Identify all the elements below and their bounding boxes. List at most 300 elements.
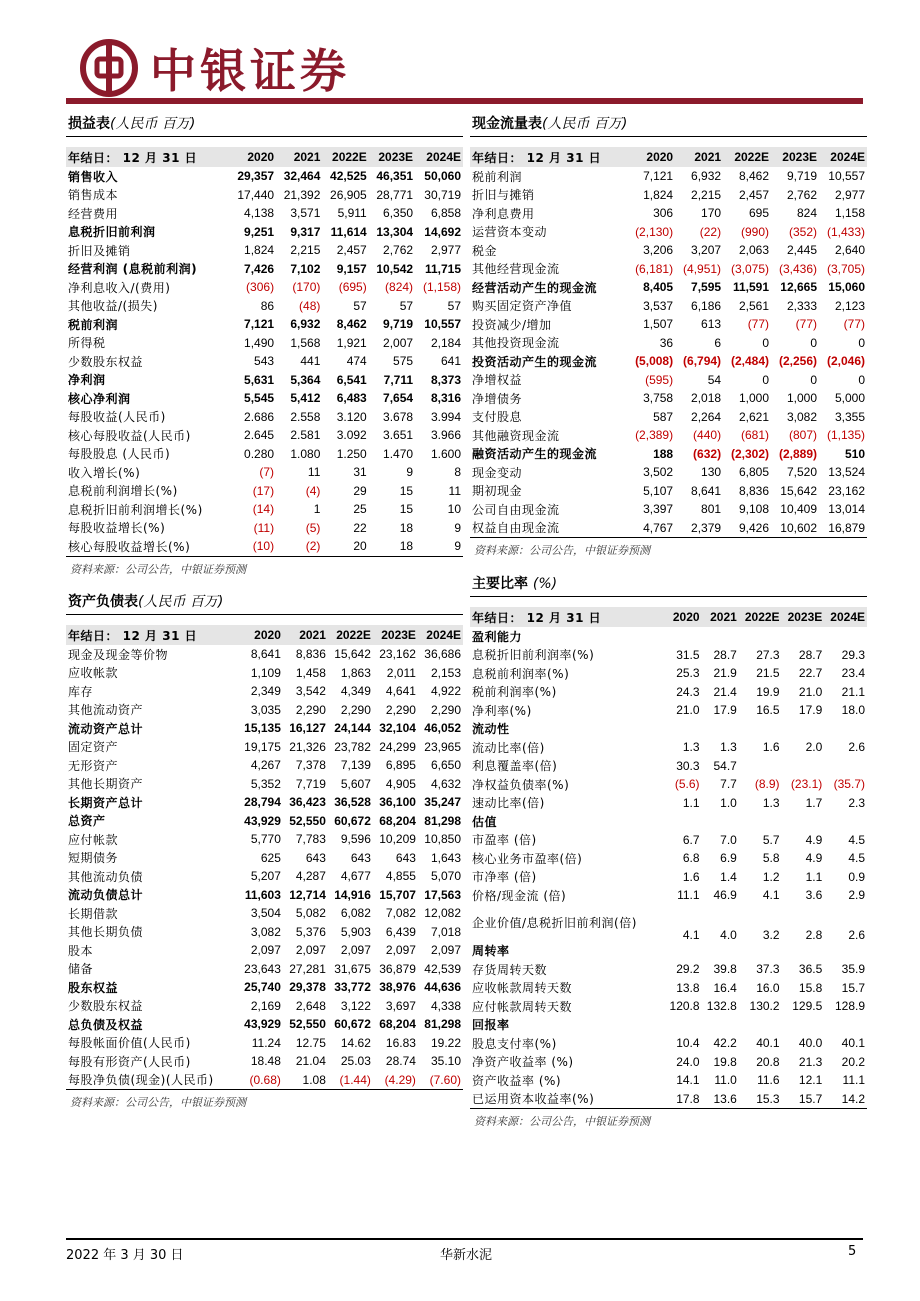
cell-value: 23,162 bbox=[379, 647, 416, 662]
table-row bbox=[470, 408, 867, 427]
cell-value: 15,707 bbox=[379, 887, 416, 902]
row-label: 息税折旧前利润增长(%) bbox=[68, 502, 203, 517]
cell-value: 21.5 bbox=[756, 666, 780, 681]
cell-value: 7,654 bbox=[383, 391, 414, 406]
cell-value: (3,705) bbox=[826, 261, 865, 276]
cell-value: 57 bbox=[447, 298, 461, 313]
cell-value bbox=[824, 757, 867, 776]
cell-value: 17.9 bbox=[798, 703, 823, 718]
row-label: 核心业务市盈率(倍) bbox=[472, 851, 583, 866]
cell-value: 11.1 bbox=[677, 888, 700, 903]
cell-value: 5,070 bbox=[430, 869, 461, 884]
cell-value: (77) bbox=[795, 317, 817, 332]
cell-value: 10,409 bbox=[780, 502, 817, 517]
ratios-table bbox=[470, 607, 867, 1109]
cell-value: 30.3 bbox=[676, 758, 700, 773]
cell-value: 1.470 bbox=[383, 446, 414, 461]
cell-value: 10,542 bbox=[376, 261, 414, 276]
cell-value: 13.8 bbox=[676, 980, 700, 995]
cell-value: 1.3 bbox=[682, 740, 700, 755]
row-label: 所得税 bbox=[68, 336, 106, 351]
cell-value: 3,082 bbox=[786, 409, 817, 424]
table-row bbox=[470, 204, 867, 223]
cell-value: 26,905 bbox=[330, 187, 367, 202]
table-row bbox=[470, 167, 867, 186]
cell-value: 0 bbox=[810, 335, 817, 350]
cell-value bbox=[739, 942, 782, 961]
cell-value: 38,976 bbox=[379, 980, 416, 995]
table-row bbox=[66, 997, 463, 1016]
footer-date: 2022 年 3 月 30 日 bbox=[66, 1248, 184, 1263]
cell-value: 18 bbox=[369, 537, 415, 556]
cell-value: 1,824 bbox=[643, 187, 674, 202]
cell-value: 8,373 bbox=[430, 372, 461, 387]
cell-value: 3,207 bbox=[691, 243, 722, 258]
cell-value: 7,121 bbox=[643, 169, 674, 184]
table-row bbox=[470, 979, 867, 998]
row-label: 回报率 bbox=[472, 1018, 510, 1033]
cell-value bbox=[782, 720, 825, 739]
table-row bbox=[470, 775, 867, 794]
cell-value: 3,397 bbox=[643, 502, 674, 517]
table-row bbox=[470, 942, 867, 961]
row-label: 投资减少/增加 bbox=[472, 317, 552, 332]
header-year: 2021 bbox=[293, 150, 321, 164]
cell-value: (1,158) bbox=[422, 280, 461, 295]
cell-value: 3,542 bbox=[295, 684, 326, 699]
cell-value: 2.6 bbox=[848, 740, 865, 755]
cell-value: 4.9 bbox=[805, 832, 823, 847]
cell-value: 36,528 bbox=[334, 795, 371, 810]
row-label: 库存 bbox=[68, 684, 94, 699]
table-row bbox=[66, 682, 463, 701]
cell-value: 4,349 bbox=[340, 684, 371, 699]
row-label: 资产收益率 (%) bbox=[472, 1073, 562, 1088]
table-row bbox=[470, 223, 867, 242]
cell-value: 29.3 bbox=[841, 647, 865, 662]
cell-value: 28.7 bbox=[713, 647, 737, 662]
table-row bbox=[66, 923, 463, 942]
cell-value: 8,836 bbox=[739, 483, 770, 498]
cell-value: 2,184 bbox=[430, 335, 461, 350]
cell-value: 4.1 bbox=[762, 888, 780, 903]
cell-value: 11 bbox=[448, 483, 461, 498]
row-label: 流动负债总计 bbox=[68, 888, 144, 903]
cell-value: 25,740 bbox=[244, 980, 281, 995]
cell-value bbox=[702, 942, 739, 961]
header-year: 2023E bbox=[782, 150, 817, 164]
row-label: 价格/现金流 (倍) bbox=[472, 888, 567, 903]
table-row bbox=[66, 371, 463, 390]
table-row bbox=[66, 960, 463, 979]
cell-value: 24,144 bbox=[334, 721, 371, 736]
row-label: 投资活动产生的现金流 bbox=[472, 354, 598, 369]
cell-value: 0 bbox=[858, 372, 865, 387]
cell-value: 132.8 bbox=[706, 999, 737, 1014]
footer-company: 华新水泥 bbox=[440, 1248, 493, 1263]
cell-value: 1.2 bbox=[762, 869, 780, 884]
cell-value: 5,911 bbox=[337, 206, 367, 221]
cell-value bbox=[702, 812, 739, 831]
table-row bbox=[66, 941, 463, 960]
cell-value: 19.22 bbox=[430, 1035, 461, 1050]
cell-value: 13,524 bbox=[828, 465, 865, 480]
table-row bbox=[66, 334, 463, 353]
cell-value: 35,247 bbox=[424, 795, 461, 810]
cell-value: 1.3 bbox=[720, 740, 737, 755]
cell-value: 1.250 bbox=[336, 446, 367, 461]
row-label: 市盈率 (倍) bbox=[472, 833, 537, 848]
cell-value: 5,376 bbox=[295, 924, 326, 939]
cell-value: 128.9 bbox=[834, 999, 865, 1014]
row-label: 现金变动 bbox=[472, 465, 523, 480]
cell-value: 6,350 bbox=[383, 206, 414, 221]
cell-value: 1.4 bbox=[720, 869, 737, 884]
cell-value: 4,677 bbox=[340, 869, 371, 884]
header-year: 2023E bbox=[378, 150, 414, 164]
cell-value: 29 bbox=[353, 483, 367, 498]
cell-value: 1.600 bbox=[430, 446, 461, 461]
row-label: 权益自由现金流 bbox=[470, 519, 627, 538]
cell-value: 3.994 bbox=[430, 409, 461, 424]
row-label: 少数股东权益 bbox=[68, 354, 144, 369]
cell-value: 21.9 bbox=[713, 666, 737, 681]
cell-value: 9,108 bbox=[739, 502, 770, 517]
table-row bbox=[470, 315, 867, 334]
cell-value: (440) bbox=[693, 428, 722, 443]
cell-value: 5,000 bbox=[834, 391, 865, 406]
cell-value: 6 bbox=[714, 335, 722, 350]
table-row bbox=[66, 645, 463, 664]
cell-value: 33,772 bbox=[334, 980, 371, 995]
cell-value: 2.9 bbox=[848, 888, 865, 903]
cell-value: 11.24 bbox=[251, 1035, 281, 1050]
table-row bbox=[66, 812, 463, 831]
cell-value: 643 bbox=[305, 850, 326, 865]
row-label: 每股有形资产(人民币) bbox=[68, 1054, 191, 1069]
table-header-row bbox=[66, 625, 463, 645]
cell-value: 3,035 bbox=[250, 702, 281, 717]
cell-value: 7,711 bbox=[383, 372, 414, 387]
cell-value: 20 bbox=[322, 537, 368, 556]
cell-value: 3,206 bbox=[643, 243, 674, 258]
table-row bbox=[470, 997, 867, 1016]
cell-value: 18 bbox=[399, 520, 414, 535]
cell-value: 43,929 bbox=[244, 1017, 281, 1032]
cell-value: 9,596 bbox=[340, 832, 371, 847]
cell-value: 5,631 bbox=[244, 372, 275, 387]
cell-value: 18.0 bbox=[841, 703, 865, 718]
cell-value bbox=[782, 627, 825, 646]
cell-value: 2.645 bbox=[244, 428, 275, 443]
header-year: 2023E bbox=[381, 628, 416, 642]
cell-value bbox=[664, 942, 701, 961]
cell-value: 8,462 bbox=[739, 169, 770, 184]
cell-value: 19,175 bbox=[244, 739, 281, 754]
cell-value: 2.6 bbox=[848, 927, 865, 942]
cell-value: 5,082 bbox=[295, 906, 326, 921]
cell-value: 43,929 bbox=[244, 813, 281, 828]
cell-value: (2,130) bbox=[635, 224, 674, 239]
income-statement-panel bbox=[66, 114, 463, 577]
row-label: 税前利润 bbox=[472, 169, 523, 184]
cell-value: 21,326 bbox=[289, 739, 326, 754]
cell-value: 12,665 bbox=[780, 280, 817, 295]
table-row bbox=[470, 738, 867, 757]
table-row bbox=[66, 445, 463, 464]
cell-value: 5,545 bbox=[244, 391, 275, 406]
table-row bbox=[66, 1015, 463, 1034]
cell-value: 7,783 bbox=[295, 832, 326, 847]
cell-value: (6,181) bbox=[635, 261, 674, 276]
cell-value: 28,794 bbox=[244, 795, 281, 810]
cell-value: 510 bbox=[844, 446, 865, 461]
cell-value: (306) bbox=[246, 280, 275, 295]
cell-value: 3,355 bbox=[834, 409, 865, 424]
cell-value: 1.6 bbox=[762, 740, 780, 755]
table-row bbox=[470, 445, 867, 464]
cell-value: 40.1 bbox=[756, 1036, 780, 1051]
cell-value: (11) bbox=[253, 520, 275, 535]
row-label: 市净率 (倍) bbox=[472, 870, 537, 885]
cell-value: 4,338 bbox=[430, 998, 461, 1013]
cell-value: 4.1 bbox=[682, 927, 700, 942]
cell-value bbox=[702, 627, 739, 646]
cell-value: 1,000 bbox=[786, 391, 817, 406]
row-label: 其他流动资产 bbox=[68, 703, 144, 718]
row-label: 现金及现金等价物 bbox=[68, 647, 169, 662]
cell-value: 42,525 bbox=[330, 169, 367, 184]
cell-value: 4,855 bbox=[385, 869, 416, 884]
row-label: 核心净利润 bbox=[68, 391, 131, 406]
table-header-row bbox=[470, 607, 867, 627]
cell-value: 4,767 bbox=[627, 519, 675, 538]
table-row bbox=[470, 463, 867, 482]
cell-value: (23.1) bbox=[790, 777, 823, 792]
cell-value: (1.44) bbox=[328, 1071, 373, 1090]
cell-value: (695) bbox=[338, 280, 367, 295]
header-year: 2022E bbox=[744, 610, 780, 624]
cell-value: 3.092 bbox=[336, 428, 367, 443]
row-label: 息税折旧前利润率(%) bbox=[472, 648, 595, 663]
row-label: 销售收入 bbox=[68, 169, 119, 184]
cell-value: 7,082 bbox=[385, 906, 416, 921]
row-label: 期初现金 bbox=[472, 484, 523, 499]
cell-value bbox=[824, 812, 867, 831]
cell-value: 52,550 bbox=[289, 1017, 326, 1032]
cell-value: 2,097 bbox=[430, 943, 461, 958]
cell-value: 35.9 bbox=[841, 962, 865, 977]
cell-value bbox=[824, 942, 867, 961]
row-label: 股东权益 bbox=[68, 980, 119, 995]
table-row bbox=[470, 886, 867, 905]
cell-value: (4) bbox=[305, 483, 321, 498]
cell-value: 1,000 bbox=[739, 391, 770, 406]
row-label: 其他投资现金流 bbox=[472, 336, 560, 351]
cell-value: 9 bbox=[454, 520, 461, 535]
cell-value: 36,686 bbox=[424, 647, 461, 662]
cell-value: 8,641 bbox=[691, 483, 722, 498]
table-row bbox=[470, 334, 867, 353]
cell-value: 4,267 bbox=[250, 758, 281, 773]
table-row bbox=[470, 683, 867, 702]
cell-value: 15.7 bbox=[841, 980, 865, 995]
cell-value: 19.9 bbox=[756, 684, 780, 699]
cell-value: 13.6 bbox=[702, 1090, 739, 1109]
header-year: 2021 bbox=[299, 628, 326, 642]
cell-value: 28,771 bbox=[376, 187, 414, 202]
row-label: 少数股东权益 bbox=[68, 999, 144, 1014]
cell-value: 2,169 bbox=[250, 998, 281, 1013]
cell-value: 25 bbox=[353, 502, 367, 517]
income-table bbox=[66, 147, 463, 557]
row-label: 销售成本 bbox=[68, 188, 119, 203]
row-label: 应付帐款周转天数 bbox=[472, 999, 573, 1014]
cell-value: 0 bbox=[810, 372, 817, 387]
table-row bbox=[66, 1052, 463, 1071]
cell-value: 44,636 bbox=[424, 980, 461, 995]
cell-value: 16.4 bbox=[713, 980, 737, 995]
cell-value: 3.966 bbox=[430, 428, 461, 443]
cell-value: 2.686 bbox=[244, 409, 275, 424]
cell-value: 12,714 bbox=[289, 887, 326, 902]
header-rule bbox=[66, 98, 863, 104]
cell-value: 824 bbox=[796, 206, 817, 221]
cell-value: 46.9 bbox=[713, 888, 737, 903]
cell-value: 15.8 bbox=[798, 980, 823, 995]
cell-value: 0 bbox=[762, 335, 770, 350]
row-label: 储备 bbox=[68, 962, 94, 977]
cell-value: (17) bbox=[252, 483, 275, 498]
cell-value: 2,349 bbox=[250, 684, 281, 699]
cell-value: 9,426 bbox=[723, 519, 771, 538]
row-label: 净资产收益率 (%) bbox=[472, 1055, 574, 1070]
cell-value: 11.1 bbox=[842, 1073, 865, 1088]
cell-value: 57 bbox=[353, 298, 367, 313]
cell-value: 695 bbox=[749, 206, 770, 221]
cell-value: 16,879 bbox=[819, 519, 867, 538]
row-label: 公司自由现金流 bbox=[472, 502, 560, 517]
row-label: 经营活动产生的现金流 bbox=[472, 280, 598, 295]
cell-value: 5,607 bbox=[340, 776, 371, 791]
cell-value bbox=[739, 1016, 782, 1035]
cell-value: 4.9 bbox=[805, 851, 823, 866]
cell-value: (681) bbox=[741, 428, 770, 443]
cell-value: (77) bbox=[747, 317, 770, 332]
row-label: 税前利润 bbox=[68, 317, 119, 332]
cell-value: 1,158 bbox=[834, 206, 865, 221]
row-label: 核心每股收益(人民币) bbox=[68, 428, 191, 443]
cell-value: 2,621 bbox=[739, 409, 770, 424]
row-label: 总资产 bbox=[68, 814, 106, 829]
row-label: 总负债及权益 bbox=[68, 1017, 144, 1032]
row-label: 企业价值/息税折旧前利润(倍) bbox=[472, 916, 637, 930]
row-label: 折旧与摊销 bbox=[472, 188, 535, 203]
table-row bbox=[470, 241, 867, 260]
cell-value bbox=[664, 1016, 701, 1035]
cell-value: 23,782 bbox=[334, 739, 371, 754]
row-label: 其他经营现金流 bbox=[472, 262, 560, 277]
cell-value: 1,921 bbox=[336, 335, 367, 350]
table-row bbox=[470, 278, 867, 297]
cell-value: 3,122 bbox=[340, 998, 371, 1013]
cell-value: 30,719 bbox=[424, 187, 461, 202]
cell-value: 29,357 bbox=[237, 169, 275, 184]
cell-value: 9,317 bbox=[290, 224, 321, 239]
cell-value: 2.8 bbox=[805, 927, 823, 942]
row-label: 净利率(%) bbox=[472, 703, 532, 718]
table-row bbox=[66, 1071, 463, 1090]
cell-value: 6,439 bbox=[385, 924, 416, 939]
cell-value: 2,215 bbox=[290, 243, 321, 258]
table-row bbox=[470, 849, 867, 868]
cell-value: 7,378 bbox=[295, 758, 326, 773]
cell-value: 16.5 bbox=[756, 703, 780, 718]
cell-value: 2,097 bbox=[340, 943, 371, 958]
cell-value: 1,507 bbox=[643, 317, 674, 332]
row-label: 其他长期负债 bbox=[68, 925, 144, 940]
table-row bbox=[66, 719, 463, 738]
cell-value: 4.5 bbox=[848, 851, 865, 866]
cell-value: 36,879 bbox=[379, 961, 416, 976]
cell-value: 3,758 bbox=[643, 391, 674, 406]
header-year: 2020 bbox=[247, 150, 275, 164]
cell-value: 2.0 bbox=[805, 740, 823, 755]
table-row bbox=[66, 793, 463, 812]
cell-value: (352) bbox=[788, 224, 817, 239]
cell-value: 57 bbox=[399, 298, 414, 313]
cell-value: 2,215 bbox=[691, 187, 722, 202]
cell-value: 1,863 bbox=[340, 665, 371, 680]
table-row bbox=[470, 352, 867, 371]
cell-value: 14,916 bbox=[334, 887, 371, 902]
cell-value: 7.0 bbox=[720, 832, 737, 847]
cell-value: 1.0 bbox=[720, 795, 737, 810]
cell-value: 2,762 bbox=[786, 187, 817, 202]
cell-value: (14) bbox=[252, 502, 275, 517]
cell-value: 15,060 bbox=[828, 280, 865, 295]
table-row bbox=[470, 757, 867, 776]
cell-value: (632) bbox=[693, 446, 722, 461]
cell-value: (5.6) bbox=[674, 777, 700, 792]
row-label: 无形资产 bbox=[68, 758, 119, 773]
cell-value: 31.5 bbox=[676, 647, 700, 662]
cell-value: 1,109 bbox=[250, 665, 281, 680]
table-row bbox=[470, 389, 867, 408]
cell-value: 50,060 bbox=[424, 169, 461, 184]
cell-value: 4,905 bbox=[385, 776, 416, 791]
cell-value: 10,850 bbox=[424, 832, 461, 847]
header-year: 2024E bbox=[830, 610, 865, 624]
row-label: 净增债务 bbox=[472, 391, 523, 406]
cell-value: 2,123 bbox=[834, 298, 865, 313]
table-row bbox=[470, 260, 867, 279]
cell-value: 36 bbox=[659, 335, 674, 350]
cell-value: 8,641 bbox=[250, 647, 281, 662]
row-label: 净增权益 bbox=[472, 373, 523, 388]
row-label: 经营利润 (息税前利润) bbox=[68, 262, 198, 277]
cell-value: 3,082 bbox=[250, 924, 281, 939]
cell-value bbox=[739, 627, 782, 646]
table-row bbox=[470, 297, 867, 316]
cell-value: 2,977 bbox=[834, 187, 865, 202]
cell-value: 2,457 bbox=[336, 243, 367, 258]
row-label: 折旧及摊销 bbox=[68, 243, 131, 258]
cell-value: 11,603 bbox=[244, 887, 281, 902]
cell-value: 13,304 bbox=[376, 224, 414, 239]
cell-value: 42.2 bbox=[713, 1036, 737, 1051]
row-label: 应付帐款 bbox=[68, 832, 119, 847]
